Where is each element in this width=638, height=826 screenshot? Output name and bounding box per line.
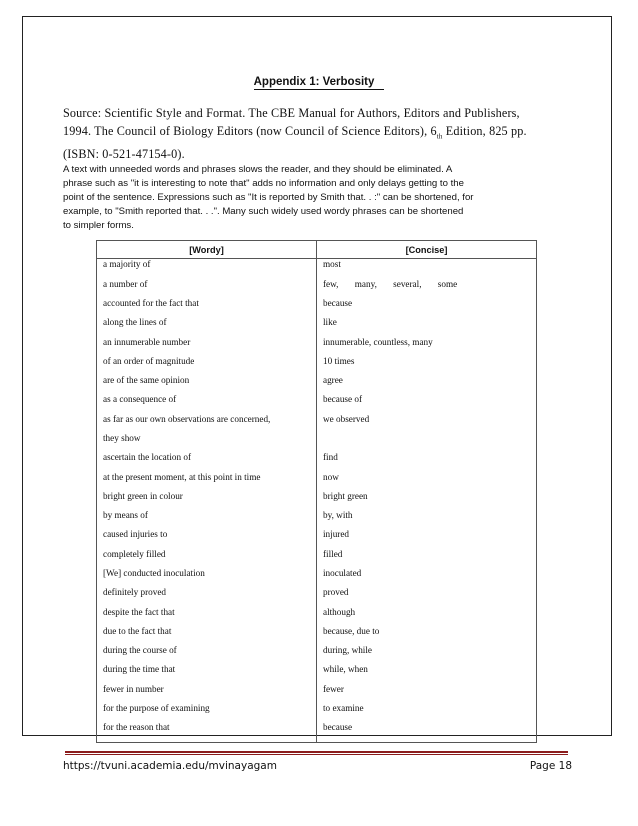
- table-row: [97, 510, 537, 529]
- wordy-column-header: [Wordy]: [97, 241, 317, 259]
- wordy-phrase-cell: by means of: [97, 510, 317, 529]
- concise-phrase-cell: to examine: [317, 703, 537, 722]
- source-line-1: Source: Scientific Style and Format. The CBE Manual for Authors, Editors and Publishers,: [63, 106, 520, 120]
- source-line-3: (ISBN: 0-521-47154-0).: [63, 147, 185, 162]
- wordy-phrase-cell: fewer in number: [97, 684, 317, 703]
- concise-phrase-cell: agree: [317, 375, 537, 394]
- intro-line: to simpler forms.: [63, 220, 134, 231]
- intro-line: point of the sentence. Expressions such as "It is reported by Smith that. . :" can be shortened, for: [63, 192, 474, 203]
- table-row: [97, 607, 537, 626]
- table-row: [97, 664, 537, 683]
- concise-phrase-cell: few, many, several, some: [317, 279, 537, 298]
- table-row: [97, 587, 537, 606]
- footer-url: https://tvuni.academia.edu/mvinayagam: [63, 760, 277, 772]
- concise-phrase-cell: [317, 433, 537, 452]
- wordy-phrase-cell: accounted for the fact that: [97, 298, 317, 317]
- table-row: [97, 279, 537, 298]
- verbosity-table: [96, 240, 537, 743]
- concise-phrase-cell: most: [317, 259, 537, 279]
- concise-phrase-cell: although: [317, 607, 537, 626]
- wordy-phrase-cell: of an order of magnitude: [97, 356, 317, 375]
- source-line-2: [63, 122, 583, 145]
- table-row: [97, 452, 537, 471]
- wordy-phrase-cell: an innumerable number: [97, 337, 317, 356]
- intro-paragraph: [63, 163, 563, 233]
- wordy-phrase-cell: ascertain the location of: [97, 452, 317, 471]
- wordy-phrase-cell: due to the fact that: [97, 626, 317, 645]
- concise-phrase-cell: filled: [317, 549, 537, 568]
- table-row: [97, 626, 537, 645]
- wordy-phrase-cell: they show: [97, 433, 317, 452]
- table-row: [97, 298, 537, 317]
- footer-rule: [65, 751, 568, 753]
- table-row: [97, 394, 537, 413]
- concise-phrase-cell: inoculated: [317, 568, 537, 587]
- source-citation: [63, 104, 583, 163]
- concise-phrase-cell: find: [317, 452, 537, 471]
- wordy-phrase-cell: bright green in colour: [97, 491, 317, 510]
- wordy-phrase-cell: definitely proved: [97, 587, 317, 606]
- wordy-phrase-cell: are of the same opinion: [97, 375, 317, 394]
- concise-phrase-cell: now: [317, 472, 537, 491]
- table-row: [97, 645, 537, 664]
- concise-phrase-cell: during, while: [317, 645, 537, 664]
- concise-phrase-cell: like: [317, 317, 537, 336]
- wordy-phrase-cell: at the present moment, at this point in time: [97, 472, 317, 491]
- wordy-phrase-cell: a number of: [97, 279, 317, 298]
- table-row: [97, 549, 537, 568]
- intro-line: A text with unneeded words and phrases slows the reader, and they should be eliminated. A: [63, 164, 453, 175]
- table-row: [97, 684, 537, 703]
- wordy-phrase-cell: for the reason that: [97, 722, 317, 742]
- intro-line: example, to "Smith reported that. . .". Many such widely used wordy phrases can be shortened: [63, 206, 464, 217]
- wordy-phrase-cell: during the course of: [97, 645, 317, 664]
- footer-rule-thin: [65, 754, 568, 755]
- table-row: [97, 375, 537, 394]
- wordy-phrase-cell: [We] conducted inoculation: [97, 568, 317, 587]
- concise-phrase-cell: because, due to: [317, 626, 537, 645]
- concise-phrase-cell: innumerable, countless, many: [317, 337, 537, 356]
- wordy-phrase-cell: as a consequence of: [97, 394, 317, 413]
- wordy-phrase-cell: during the time that: [97, 664, 317, 683]
- wordy-phrase-cell: caused injuries to: [97, 529, 317, 548]
- concise-phrase-cell: because: [317, 298, 537, 317]
- table-row: [97, 491, 537, 510]
- table-row: [97, 433, 537, 452]
- concise-column-header: [Concise]: [317, 241, 537, 259]
- wordy-phrase-cell: as far as our own observations are concerned,: [97, 414, 317, 433]
- table-row: [97, 529, 537, 548]
- table-header-row: [97, 241, 537, 259]
- wordy-phrase-cell: for the purpose of examining: [97, 703, 317, 722]
- page-number: Page 18: [529, 760, 572, 772]
- concise-phrase-cell: 10 times: [317, 356, 537, 375]
- wordy-phrase-cell: despite the fact that: [97, 607, 317, 626]
- table-row: [97, 472, 537, 491]
- concise-phrase-cell: proved: [317, 587, 537, 606]
- concise-phrase-cell: we observed: [317, 414, 537, 433]
- concise-phrase-cell: fewer: [317, 684, 537, 703]
- concise-phrase-cell: by, with: [317, 510, 537, 529]
- concise-phrase-cell: because of: [317, 394, 537, 413]
- source-line-2-text: 1994. The Council of Biology Editors (now Council of Science Editors), 6: [63, 124, 437, 138]
- table-row: [97, 703, 537, 722]
- page-title: [0, 76, 638, 88]
- table-row: [97, 317, 537, 336]
- table-row: [97, 414, 537, 433]
- table-body: [97, 259, 537, 743]
- edition-suffix: th: [436, 132, 443, 141]
- wordy-phrase-cell: along the lines of: [97, 317, 317, 336]
- concise-phrase-cell: injured: [317, 529, 537, 548]
- source-line-2-end: Edition, 825 pp.: [442, 124, 527, 138]
- table-row: [97, 356, 537, 375]
- table-row: [97, 722, 537, 742]
- table-row: [97, 568, 537, 587]
- table-row: [97, 337, 537, 356]
- table-row: [97, 259, 537, 279]
- concise-phrase-cell: while, when: [317, 664, 537, 683]
- wordy-phrase-cell: a majority of: [97, 259, 317, 279]
- appendix-heading: Appendix 1: Verbosity: [254, 76, 385, 90]
- concise-phrase-cell: bright green: [317, 491, 537, 510]
- intro-line: phrase such as "it is interesting to note that" adds no information and only delays getting to the: [63, 178, 464, 189]
- concise-phrase-cell: because: [317, 722, 537, 742]
- wordy-phrase-cell: completely filled: [97, 549, 317, 568]
